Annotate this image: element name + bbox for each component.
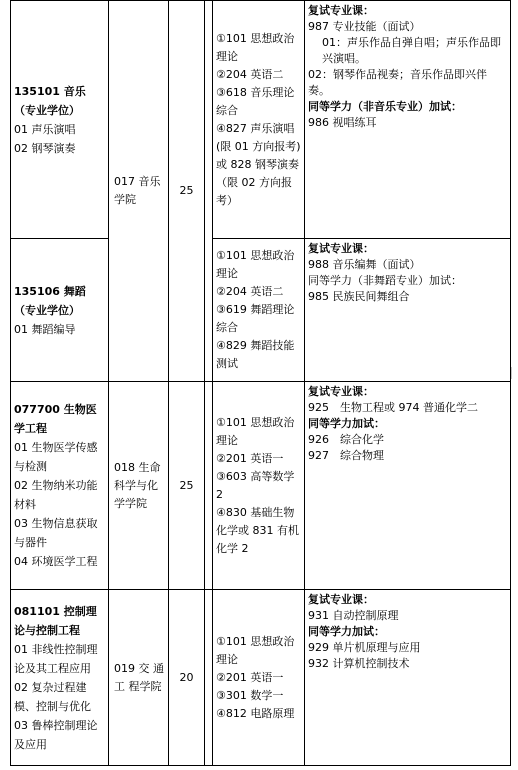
- quota-cell: 25: [169, 1, 205, 382]
- retest-heading: 同等学力加试：: [308, 625, 385, 638]
- exam-subjects-cell: [213, 590, 305, 766]
- retest-item: 988 音乐编舞（面试）: [308, 258, 421, 271]
- retest-item: 932 计算机控制技术: [308, 657, 410, 670]
- exam-subjects-cell: [213, 239, 305, 382]
- research-direction: 03 鲁棒控制理论及应用: [14, 718, 98, 751]
- spacer-cell: [205, 382, 213, 590]
- retest-heading: 同等学力加试：: [308, 417, 385, 430]
- research-direction: 01 舞蹈编导: [14, 322, 76, 336]
- spacer-cell: [205, 590, 213, 766]
- exam-subject: ②201 英语一: [216, 670, 284, 684]
- retest-item: 926 综合化学: [308, 433, 384, 446]
- exam-subject: ③618 音乐理论综合: [216, 85, 295, 117]
- table-row: [11, 590, 511, 766]
- major-title: 135101 音乐（专业学位）: [14, 84, 86, 117]
- retest-item: 同等学力（非舞蹈专业）加试：: [308, 274, 462, 287]
- table-body: [11, 1, 511, 766]
- exam-subject: ④827 声乐演唱(限 01 方向报考)或 828 钢琴演奏（限 02 方向报考）: [216, 121, 301, 207]
- table-row: [11, 382, 511, 590]
- research-direction: 04 环境医学工程: [14, 555, 98, 568]
- school-name: 019 交 通 工 程学院: [114, 661, 164, 693]
- major-title: 081101 控制理论与控制工程: [14, 604, 97, 637]
- quota-cell: 20: [169, 590, 205, 766]
- exam-subject: ②201 英语一: [216, 451, 284, 465]
- retest-item: 02：钢琴作品视奏；音乐作品即兴伴奏。: [308, 68, 487, 97]
- retest-heading: 复试专业课：: [308, 4, 374, 17]
- research-direction: 01 非线性控制理论及其工程应用: [14, 642, 98, 675]
- retest-heading: 复试专业课：: [308, 242, 374, 255]
- research-direction: 02 钢琴演奏: [14, 141, 76, 155]
- retest-heading: 复试专业课：: [308, 593, 374, 606]
- exam-subject: ①101 思想政治理论: [216, 249, 295, 280]
- research-direction: 03 生物信息获取与器件: [14, 517, 98, 549]
- retest-cell: [305, 1, 511, 239]
- retest-cell: [305, 590, 511, 766]
- retest-item: 925 生物工程或 974 普通化学二: [308, 401, 478, 414]
- research-direction: 01 生物医学传感与检测: [14, 441, 98, 473]
- quota-cell: 25: [169, 382, 205, 590]
- exam-subject: ②204 英语二: [216, 67, 284, 81]
- retest-cell: [305, 382, 511, 590]
- exam-subjects-cell: [213, 1, 305, 239]
- table-row: [11, 239, 511, 382]
- school-cell: [109, 382, 169, 590]
- admissions-table: [10, 0, 511, 766]
- retest-item: 931 自动控制原理: [308, 609, 399, 622]
- exam-subject: ④812 电路原理: [216, 706, 295, 720]
- retest-item: 986 视唱练耳: [308, 116, 377, 129]
- retest-item: 929 单片机原理与应用: [308, 641, 421, 654]
- retest-heading: 同等学力（非音乐专业）加试：: [308, 100, 462, 113]
- exam-subject: ③619 舞蹈理论综合: [216, 303, 295, 334]
- exam-subjects-cell: [213, 382, 305, 590]
- scroll-marker: [511, 367, 518, 379]
- major-title: 135106 舞蹈（专业学位）: [14, 284, 86, 317]
- research-direction: 01 声乐演唱: [14, 122, 76, 136]
- retest-item: 987 专业技能（面试）: [308, 20, 421, 33]
- school-cell: [109, 590, 169, 766]
- exam-subject: ④830 基础生物化学或 831 有机化学 2: [216, 505, 299, 555]
- major-title: 077700 生物医学工程: [14, 403, 97, 435]
- exam-subject: ①101 思想政治理论: [216, 415, 295, 447]
- retest-heading: 复试专业课：: [308, 385, 374, 398]
- major-cell: [11, 590, 109, 766]
- retest-cell: [305, 239, 511, 382]
- table-row: [11, 1, 511, 239]
- research-direction: 02 生物纳米功能材料: [14, 479, 98, 511]
- exam-subject: ④829 舞蹈技能测试: [216, 339, 295, 370]
- school-name: 017 音乐学院: [114, 175, 161, 206]
- exam-subject: ①101 思想政治理论: [216, 31, 295, 63]
- exam-subject: ①101 思想政治理论: [216, 634, 295, 666]
- major-cell: [11, 239, 109, 382]
- school-cell: [109, 1, 169, 382]
- exam-subject: ③603 高等数学 2: [216, 469, 295, 501]
- retest-item: 927 综合物理: [308, 449, 384, 462]
- major-cell: [11, 382, 109, 590]
- major-cell: [11, 1, 109, 239]
- school-name: 018 生命科学与化学学院: [114, 460, 161, 510]
- exam-subject: ③301 数学一: [216, 688, 284, 702]
- research-direction: 02 复杂过程建模、控制与优化: [14, 680, 91, 713]
- retest-item: 985 民族民间舞组合: [308, 290, 410, 303]
- retest-item: 01：声乐作品自弹自唱；声乐作品即兴演唱。: [322, 36, 501, 65]
- spacer-cell: [205, 1, 213, 382]
- exam-subject: ②204 英语二: [216, 285, 284, 298]
